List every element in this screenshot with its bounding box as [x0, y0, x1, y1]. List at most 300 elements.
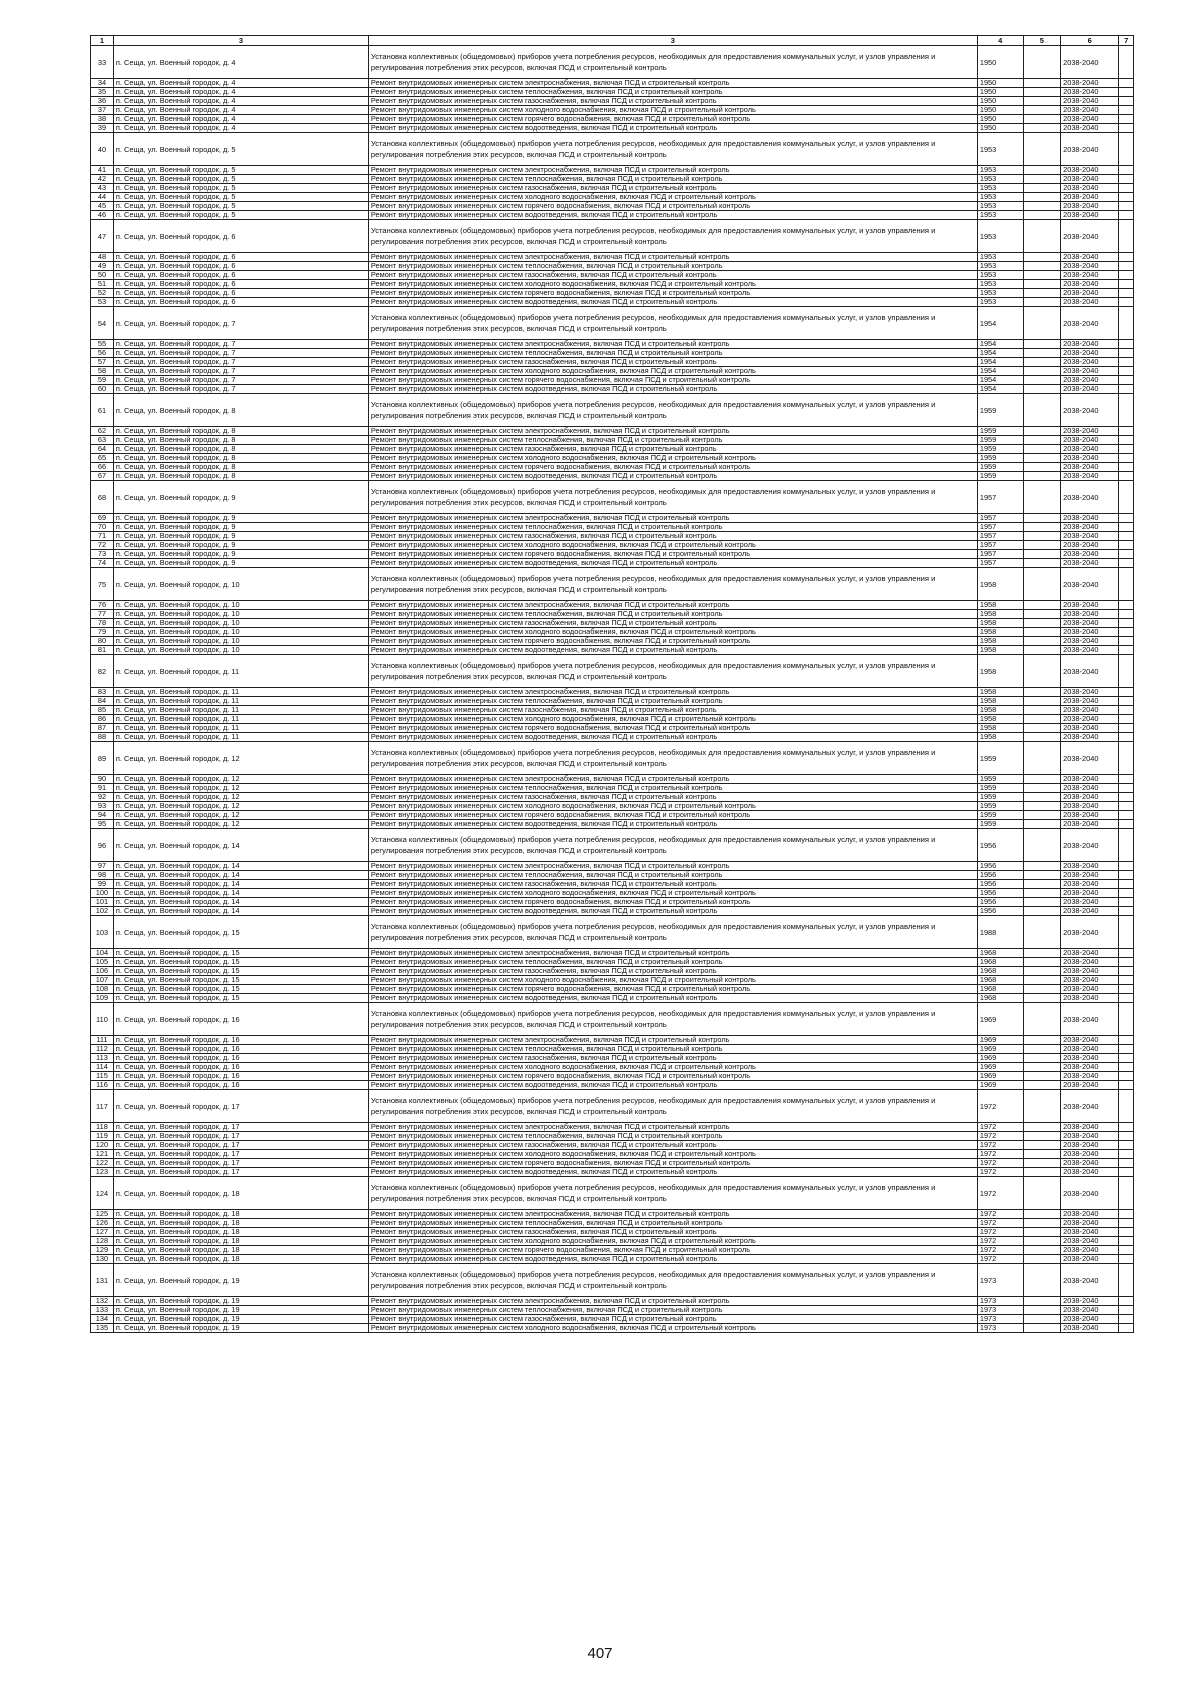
col-7 — [1119, 724, 1134, 733]
build-year: 1972 — [977, 1210, 1023, 1219]
address: п. Сеща, ул. Военный городок, д. 16 — [113, 1003, 368, 1036]
work-description: Ремонт внутридомовых инженерных систем холодного водоснабжения, включая ПСД и строительный контроль — [368, 193, 977, 202]
address: п. Сеща, ул. Военный городок, д. 14 — [113, 829, 368, 862]
col-5 — [1023, 115, 1060, 124]
col-7 — [1119, 253, 1134, 262]
build-year: 1956 — [977, 889, 1023, 898]
work-description: Ремонт внутридомовых инженерных систем газоснабжения, включая ПСД и строительный контроль — [368, 1315, 977, 1324]
period: 2038-2040 — [1061, 514, 1119, 523]
row-number: 87 — [91, 724, 114, 733]
table-row — [91, 436, 1134, 445]
row-number: 54 — [91, 307, 114, 340]
row-number: 33 — [91, 46, 114, 79]
table-row — [91, 175, 1134, 184]
build-year: 1954 — [977, 358, 1023, 367]
col-7 — [1119, 619, 1134, 628]
build-year: 1972 — [977, 1132, 1023, 1141]
col-7 — [1119, 385, 1134, 394]
row-number: 122 — [91, 1159, 114, 1168]
row-number: 75 — [91, 568, 114, 601]
row-number: 84 — [91, 697, 114, 706]
build-year: 1958 — [977, 715, 1023, 724]
table-row — [91, 340, 1134, 349]
address: п. Сеща, ул. Военный городок, д. 12 — [113, 820, 368, 829]
row-number: 132 — [91, 1297, 114, 1306]
row-number: 101 — [91, 898, 114, 907]
build-year: 1958 — [977, 601, 1023, 610]
period: 2038-2040 — [1061, 1081, 1119, 1090]
table-row — [91, 1168, 1134, 1177]
address: п. Сеща, ул. Военный городок, д. 6 — [113, 280, 368, 289]
col-7 — [1119, 829, 1134, 862]
work-description: Ремонт внутридомовых инженерных систем холодного водоснабжения, включая ПСД и строительный контроль — [368, 1324, 977, 1333]
table-row — [91, 898, 1134, 907]
work-description: Ремонт внутридомовых инженерных систем газоснабжения, включая ПСД и строительный контроль — [368, 184, 977, 193]
table-row — [91, 793, 1134, 802]
table-row — [91, 967, 1134, 976]
period: 2038-2040 — [1061, 367, 1119, 376]
work-description: Ремонт внутридомовых инженерных систем горячего водоснабжения, включая ПСД и строительный контроль — [368, 376, 977, 385]
address: п. Сеща, ул. Военный городок, д. 14 — [113, 880, 368, 889]
col-5 — [1023, 568, 1060, 601]
build-year: 1950 — [977, 124, 1023, 133]
build-year: 1972 — [977, 1237, 1023, 1246]
address: п. Сеща, ул. Военный городок, д. 18 — [113, 1246, 368, 1255]
row-number: 102 — [91, 907, 114, 916]
col-7 — [1119, 976, 1134, 985]
col-7 — [1119, 1177, 1134, 1210]
address: п. Сеща, ул. Военный городок, д. 16 — [113, 1054, 368, 1063]
row-number: 112 — [91, 1045, 114, 1054]
row-number: 108 — [91, 985, 114, 994]
row-number: 82 — [91, 655, 114, 688]
work-description: Ремонт внутридомовых инженерных систем теплоснабжения, включая ПСД и строительный контроль — [368, 523, 977, 532]
col-5 — [1023, 1159, 1060, 1168]
col-5 — [1023, 46, 1060, 79]
period: 2038-2040 — [1061, 202, 1119, 211]
work-description: Ремонт внутридомовых инженерных систем горячего водоснабжения, включая ПСД и строительный контроль — [368, 985, 977, 994]
build-year: 1958 — [977, 646, 1023, 655]
period: 2038-2040 — [1061, 463, 1119, 472]
col-5 — [1023, 298, 1060, 307]
work-description: Ремонт внутридомовых инженерных систем теплоснабжения, включая ПСД и строительный контроль — [368, 784, 977, 793]
work-description: Ремонт внутридомовых инженерных систем холодного водоснабжения, включая ПСД и строительный контроль — [368, 889, 977, 898]
row-number: 92 — [91, 793, 114, 802]
col-7 — [1119, 1297, 1134, 1306]
row-number: 81 — [91, 646, 114, 655]
table-row — [91, 1237, 1134, 1246]
address: п. Сеща, ул. Военный городок, д. 4 — [113, 97, 368, 106]
build-year: 1972 — [977, 1177, 1023, 1210]
build-year: 1953 — [977, 133, 1023, 166]
address: п. Сеща, ул. Военный городок, д. 14 — [113, 871, 368, 880]
address: п. Сеща, ул. Военный городок, д. 7 — [113, 358, 368, 367]
period: 2038-2040 — [1061, 97, 1119, 106]
row-number: 103 — [91, 916, 114, 949]
address: п. Сеща, ул. Военный городок, д. 18 — [113, 1219, 368, 1228]
col-7 — [1119, 1255, 1134, 1264]
address: п. Сеща, ул. Военный городок, д. 11 — [113, 733, 368, 742]
row-number: 43 — [91, 184, 114, 193]
header-col-3: 3 — [368, 36, 977, 46]
col-5 — [1023, 706, 1060, 715]
col-5 — [1023, 994, 1060, 1003]
address: п. Сеща, ул. Военный городок, д. 9 — [113, 523, 368, 532]
row-number: 53 — [91, 298, 114, 307]
row-number: 127 — [91, 1228, 114, 1237]
table-row — [91, 454, 1134, 463]
work-description: Ремонт внутридомовых инженерных систем водоотведения, включая ПСД и строительный контроль — [368, 646, 977, 655]
period: 2038-2040 — [1061, 1090, 1119, 1123]
work-description: Ремонт внутридомовых инженерных систем газоснабжения, включая ПСД и строительный контроль — [368, 793, 977, 802]
work-description: Ремонт внутридомовых инженерных систем теплоснабжения, включая ПСД и строительный контроль — [368, 349, 977, 358]
address: п. Сеща, ул. Военный городок, д. 10 — [113, 637, 368, 646]
col-7 — [1119, 628, 1134, 637]
table-row — [91, 619, 1134, 628]
address: п. Сеща, ул. Военный городок, д. 4 — [113, 106, 368, 115]
build-year: 1957 — [977, 514, 1023, 523]
col-7 — [1119, 1210, 1134, 1219]
period: 2038-2040 — [1061, 619, 1119, 628]
row-number: 100 — [91, 889, 114, 898]
col-5 — [1023, 427, 1060, 436]
col-5 — [1023, 124, 1060, 133]
work-description: Установка коллективных (общедомовых) приборов учета потребления ресурсов, необходимых для предоставления коммунальных услуг, и узлов управления и регулирования потребления этих ресурсов, включая ПСД и строительный контроль — [368, 220, 977, 253]
table-row — [91, 958, 1134, 967]
build-year: 1958 — [977, 568, 1023, 601]
col-5 — [1023, 211, 1060, 220]
address: п. Сеща, ул. Военный городок, д. 12 — [113, 793, 368, 802]
col-7 — [1119, 88, 1134, 97]
col-7 — [1119, 541, 1134, 550]
address: п. Сеща, ул. Военный городок, д. 8 — [113, 463, 368, 472]
table-row — [91, 820, 1134, 829]
build-year: 1957 — [977, 541, 1023, 550]
row-number: 115 — [91, 1072, 114, 1081]
col-7 — [1119, 1081, 1134, 1090]
address: п. Сеща, ул. Военный городок, д. 5 — [113, 175, 368, 184]
table-row — [91, 1045, 1134, 1054]
col-5 — [1023, 253, 1060, 262]
address: п. Сеща, ул. Военный городок, д. 12 — [113, 784, 368, 793]
address: п. Сеща, ул. Военный городок, д. 19 — [113, 1324, 368, 1333]
col-7 — [1119, 784, 1134, 793]
col-5 — [1023, 88, 1060, 97]
col-7 — [1119, 655, 1134, 688]
build-year: 1953 — [977, 220, 1023, 253]
build-year: 1959 — [977, 820, 1023, 829]
col-7 — [1119, 166, 1134, 175]
work-description: Ремонт внутридомовых инженерных систем горячего водоснабжения, включая ПСД и строительный контроль — [368, 289, 977, 298]
table-row — [91, 802, 1134, 811]
table-row — [91, 646, 1134, 655]
col-7 — [1119, 298, 1134, 307]
work-description: Ремонт внутридомовых инженерных систем газоснабжения, включая ПСД и строительный контроль — [368, 880, 977, 889]
address: п. Сеща, ул. Военный городок, д. 7 — [113, 376, 368, 385]
work-description: Ремонт внутридомовых инженерных систем теплоснабжения, включая ПСД и строительный контроль — [368, 1132, 977, 1141]
col-7 — [1119, 349, 1134, 358]
build-year: 1969 — [977, 1081, 1023, 1090]
col-5 — [1023, 610, 1060, 619]
col-5 — [1023, 1123, 1060, 1132]
col-5 — [1023, 532, 1060, 541]
col-5 — [1023, 898, 1060, 907]
col-5 — [1023, 742, 1060, 775]
build-year: 1973 — [977, 1297, 1023, 1306]
period: 2038-2040 — [1061, 106, 1119, 115]
row-number: 60 — [91, 385, 114, 394]
build-year: 1957 — [977, 559, 1023, 568]
table-row — [91, 688, 1134, 697]
table-row — [91, 289, 1134, 298]
col-5 — [1023, 862, 1060, 871]
col-7 — [1119, 514, 1134, 523]
work-description: Ремонт внутридомовых инженерных систем электроснабжения, включая ПСД и строительный контроль — [368, 1210, 977, 1219]
period: 2038-2040 — [1061, 79, 1119, 88]
address: п. Сеща, ул. Военный городок, д. 9 — [113, 550, 368, 559]
col-5 — [1023, 1036, 1060, 1045]
address: п. Сеща, ул. Военный городок, д. 10 — [113, 619, 368, 628]
col-5 — [1023, 79, 1060, 88]
build-year: 1972 — [977, 1246, 1023, 1255]
col-5 — [1023, 472, 1060, 481]
table-row — [91, 1150, 1134, 1159]
row-number: 76 — [91, 601, 114, 610]
work-description: Ремонт внутридомовых инженерных систем горячего водоснабжения, включая ПСД и строительный контроль — [368, 115, 977, 124]
address: п. Сеща, ул. Военный городок, д. 15 — [113, 949, 368, 958]
row-number: 65 — [91, 454, 114, 463]
col-5 — [1023, 541, 1060, 550]
col-7 — [1119, 427, 1134, 436]
col-7 — [1119, 985, 1134, 994]
work-description: Ремонт внутридомовых инженерных систем газоснабжения, включая ПСД и строительный контроль — [368, 1228, 977, 1237]
work-description: Ремонт внутридомовых инженерных систем горячего водоснабжения, включая ПСД и строительный контроль — [368, 202, 977, 211]
work-description: Ремонт внутридомовых инженерных систем холодного водоснабжения, включая ПСД и строительный контроль — [368, 454, 977, 463]
col-7 — [1119, 715, 1134, 724]
table-row — [91, 1141, 1134, 1150]
address: п. Сеща, ул. Военный городок, д. 19 — [113, 1315, 368, 1324]
row-number: 56 — [91, 349, 114, 358]
col-7 — [1119, 124, 1134, 133]
build-year: 1968 — [977, 949, 1023, 958]
period: 2038-2040 — [1061, 1237, 1119, 1246]
build-year: 1972 — [977, 1159, 1023, 1168]
build-year: 1953 — [977, 184, 1023, 193]
address: п. Сеща, ул. Военный городок, д. 15 — [113, 985, 368, 994]
col-7 — [1119, 742, 1134, 775]
col-7 — [1119, 1132, 1134, 1141]
work-description: Ремонт внутридомовых инженерных систем горячего водоснабжения, включая ПСД и строительный контроль — [368, 550, 977, 559]
table-row — [91, 166, 1134, 175]
address: п. Сеща, ул. Военный городок, д. 12 — [113, 811, 368, 820]
col-7 — [1119, 523, 1134, 532]
address: п. Сеща, ул. Военный городок, д. 17 — [113, 1132, 368, 1141]
col-5 — [1023, 262, 1060, 271]
build-year: 1969 — [977, 1072, 1023, 1081]
period: 2038-2040 — [1061, 967, 1119, 976]
address: п. Сеща, ул. Военный городок, д. 4 — [113, 88, 368, 97]
build-year: 1958 — [977, 637, 1023, 646]
table-row — [91, 532, 1134, 541]
period: 2038-2040 — [1061, 784, 1119, 793]
col-5 — [1023, 820, 1060, 829]
col-5 — [1023, 793, 1060, 802]
table-row — [91, 550, 1134, 559]
col-5 — [1023, 1081, 1060, 1090]
work-description: Ремонт внутридомовых инженерных систем водоотведения, включая ПСД и строительный контроль — [368, 994, 977, 1003]
row-number: 57 — [91, 358, 114, 367]
col-7 — [1119, 472, 1134, 481]
row-number: 116 — [91, 1081, 114, 1090]
build-year: 1958 — [977, 697, 1023, 706]
row-number: 55 — [91, 340, 114, 349]
table-row — [91, 133, 1134, 166]
work-description: Установка коллективных (общедомовых) приборов учета потребления ресурсов, необходимых для предоставления коммунальных услуг, и узлов управления и регулирования потребления этих ресурсов, включая ПСД и строительный контроль — [368, 133, 977, 166]
address: п. Сеща, ул. Военный городок, д. 18 — [113, 1255, 368, 1264]
period: 2038-2040 — [1061, 916, 1119, 949]
period: 2038-2040 — [1061, 907, 1119, 916]
work-description: Ремонт внутридомовых инженерных систем электроснабжения, включая ПСД и строительный контроль — [368, 949, 977, 958]
work-description: Установка коллективных (общедомовых) приборов учета потребления ресурсов, необходимых для предоставления коммунальных услуг, и узлов управления и регулирования потребления этих ресурсов, включая ПСД и строительный контроль — [368, 46, 977, 79]
col-7 — [1119, 802, 1134, 811]
address: п. Сеща, ул. Военный городок, д. 5 — [113, 211, 368, 220]
address: п. Сеща, ул. Военный городок, д. 17 — [113, 1090, 368, 1123]
col-5 — [1023, 184, 1060, 193]
work-description: Установка коллективных (общедомовых) приборов учета потребления ресурсов, необходимых для предоставления коммунальных услуг, и узлов управления и регулирования потребления этих ресурсов, включая ПСД и строительный контроль — [368, 742, 977, 775]
col-5 — [1023, 1150, 1060, 1159]
table-row — [91, 463, 1134, 472]
work-description: Установка коллективных (общедомовых) приборов учета потребления ресурсов, необходимых для предоставления коммунальных услуг, и узлов управления и регулирования потребления этих ресурсов, включая ПСД и строительный контроль — [368, 1090, 977, 1123]
work-description: Ремонт внутридомовых инженерных систем холодного водоснабжения, включая ПСД и строительный контроль — [368, 541, 977, 550]
period: 2038-2040 — [1061, 1324, 1119, 1333]
build-year: 1968 — [977, 958, 1023, 967]
work-description: Ремонт внутридомовых инженерных систем водоотведения, включая ПСД и строительный контроль — [368, 298, 977, 307]
table-row — [91, 298, 1134, 307]
work-description: Установка коллективных (общедомовых) приборов учета потребления ресурсов, необходимых для предоставления коммунальных услуг, и узлов управления и регулирования потребления этих ресурсов, включая ПСД и строительный контроль — [368, 1003, 977, 1036]
col-5 — [1023, 340, 1060, 349]
build-year: 1972 — [977, 1168, 1023, 1177]
work-description: Установка коллективных (общедомовых) приборов учета потребления ресурсов, необходимых для предоставления коммунальных услуг, и узлов управления и регулирования потребления этих ресурсов, включая ПСД и строительный контроль — [368, 916, 977, 949]
address: п. Сеща, ул. Военный городок, д. 9 — [113, 532, 368, 541]
table-row — [91, 220, 1134, 253]
header-row — [91, 36, 1134, 46]
work-description: Ремонт внутридомовых инженерных систем газоснабжения, включая ПСД и строительный контроль — [368, 271, 977, 280]
header-col-6: 6 — [1061, 36, 1119, 46]
table-row — [91, 376, 1134, 385]
col-7 — [1119, 820, 1134, 829]
table-row — [91, 367, 1134, 376]
col-7 — [1119, 340, 1134, 349]
period: 2038-2040 — [1061, 1177, 1119, 1210]
row-number: 41 — [91, 166, 114, 175]
col-7 — [1119, 646, 1134, 655]
col-5 — [1023, 916, 1060, 949]
col-5 — [1023, 349, 1060, 358]
build-year: 1956 — [977, 829, 1023, 862]
address: п. Сеща, ул. Военный городок, д. 6 — [113, 289, 368, 298]
col-7 — [1119, 871, 1134, 880]
address: п. Сеща, ул. Военный городок, д. 15 — [113, 916, 368, 949]
table-row — [91, 1264, 1134, 1297]
col-7 — [1119, 967, 1134, 976]
table-row — [91, 655, 1134, 688]
work-description: Установка коллективных (общедомовых) приборов учета потребления ресурсов, необходимых для предоставления коммунальных услуг, и узлов управления и регулирования потребления этих ресурсов, включая ПСД и строительный контроль — [368, 1177, 977, 1210]
col-7 — [1119, 1306, 1134, 1315]
address: п. Сеща, ул. Военный городок, д. 15 — [113, 958, 368, 967]
table-row — [91, 742, 1134, 775]
build-year: 1959 — [977, 472, 1023, 481]
col-5 — [1023, 385, 1060, 394]
col-7 — [1119, 1264, 1134, 1297]
row-number: 126 — [91, 1219, 114, 1228]
col-7 — [1119, 907, 1134, 916]
work-description: Ремонт внутридомовых инженерных систем холодного водоснабжения, включая ПСД и строительный контроль — [368, 106, 977, 115]
col-7 — [1119, 133, 1134, 166]
row-number: 80 — [91, 637, 114, 646]
work-description: Ремонт внутридомовых инженерных систем электроснабжения, включая ПСД и строительный контроль — [368, 775, 977, 784]
address: п. Сеща, ул. Военный городок, д. 11 — [113, 706, 368, 715]
build-year: 1972 — [977, 1150, 1023, 1159]
build-year: 1958 — [977, 610, 1023, 619]
col-5 — [1023, 193, 1060, 202]
col-7 — [1119, 436, 1134, 445]
table-row — [91, 1306, 1134, 1315]
build-year: 1973 — [977, 1324, 1023, 1333]
work-description: Ремонт внутридомовых инженерных систем электроснабжения, включая ПСД и строительный контроль — [368, 688, 977, 697]
table-row — [91, 1054, 1134, 1063]
build-year: 1968 — [977, 985, 1023, 994]
table-row — [91, 262, 1134, 271]
period: 2038-2040 — [1061, 697, 1119, 706]
address: п. Сеща, ул. Военный городок, д. 10 — [113, 568, 368, 601]
col-7 — [1119, 949, 1134, 958]
period: 2038-2040 — [1061, 211, 1119, 220]
work-description: Ремонт внутридомовых инженерных систем водоотведения, включая ПСД и строительный контроль — [368, 211, 977, 220]
address: п. Сеща, ул. Военный городок, д. 9 — [113, 559, 368, 568]
work-description: Ремонт внутридомовых инженерных систем горячего водоснабжения, включая ПСД и строительный контроль — [368, 1246, 977, 1255]
col-7 — [1119, 184, 1134, 193]
address: п. Сеща, ул. Военный городок, д. 16 — [113, 1072, 368, 1081]
address: п. Сеща, ул. Военный городок, д. 19 — [113, 1306, 368, 1315]
work-description: Ремонт внутридомовых инженерных систем газоснабжения, включая ПСД и строительный контроль — [368, 445, 977, 454]
table-row — [91, 79, 1134, 88]
period: 2038-2040 — [1061, 481, 1119, 514]
table-row — [91, 880, 1134, 889]
build-year: 1954 — [977, 307, 1023, 340]
period: 2038-2040 — [1061, 775, 1119, 784]
build-year: 1953 — [977, 202, 1023, 211]
build-year: 1973 — [977, 1264, 1023, 1297]
build-year: 1959 — [977, 427, 1023, 436]
work-description: Ремонт внутридомовых инженерных систем теплоснабжения, включая ПСД и строительный контроль — [368, 958, 977, 967]
address: п. Сеща, ул. Военный городок, д. 7 — [113, 367, 368, 376]
build-year: 1969 — [977, 1003, 1023, 1036]
col-5 — [1023, 688, 1060, 697]
period: 2038-2040 — [1061, 376, 1119, 385]
col-7 — [1119, 532, 1134, 541]
work-description: Ремонт внутридомовых инженерных систем водоотведения, включая ПСД и строительный контроль — [368, 124, 977, 133]
col-5 — [1023, 376, 1060, 385]
row-number: 38 — [91, 115, 114, 124]
period: 2038-2040 — [1061, 1150, 1119, 1159]
work-description: Ремонт внутридомовых инженерных систем теплоснабжения, включая ПСД и строительный контроль — [368, 610, 977, 619]
period: 2038-2040 — [1061, 445, 1119, 454]
work-description: Ремонт внутридомовых инженерных систем электроснабжения, включая ПСД и строительный контроль — [368, 253, 977, 262]
build-year: 1954 — [977, 367, 1023, 376]
period: 2038-2040 — [1061, 742, 1119, 775]
work-description: Ремонт внутридомовых инженерных систем горячего водоснабжения, включая ПСД и строительный контроль — [368, 1159, 977, 1168]
col-7 — [1119, 454, 1134, 463]
